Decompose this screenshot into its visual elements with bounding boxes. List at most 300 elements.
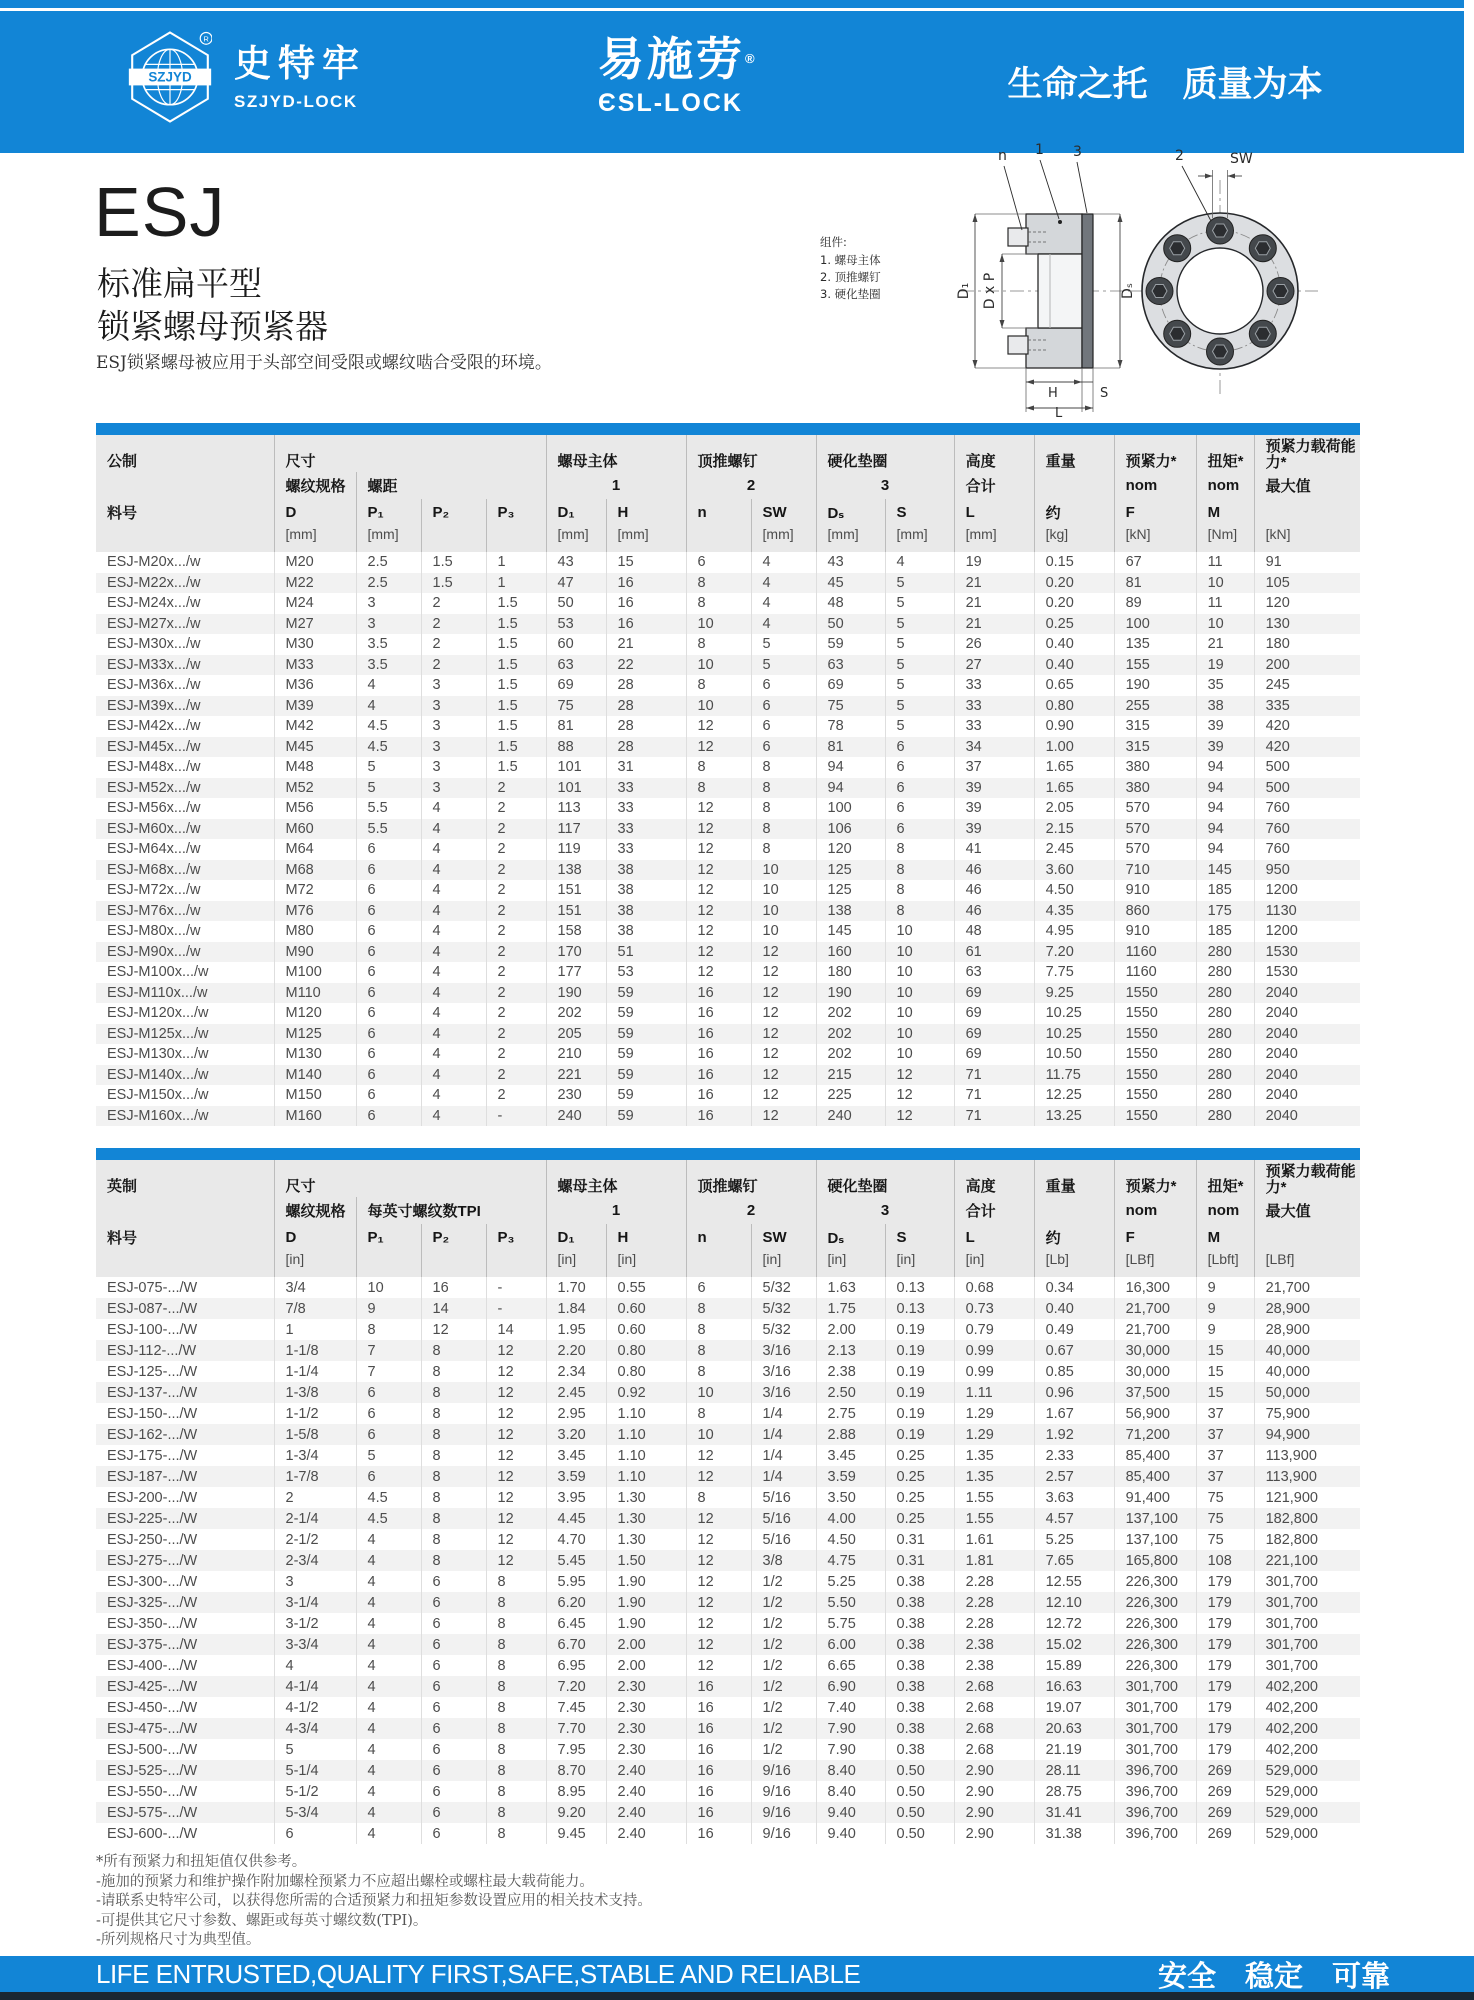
table-cell: 4 (421, 798, 486, 819)
table-cell: 2.00 (816, 1319, 885, 1340)
table-cell: 2040 (1265, 1087, 1298, 1104)
table-cell: 3.45 (816, 1445, 885, 1466)
table-cell: 8 (421, 1487, 486, 1508)
table-cell: 950 (1265, 861, 1290, 878)
col-group-weight: 重量 (1034, 435, 1114, 472)
table-cell: 138 (816, 901, 885, 922)
table-row (96, 1529, 1360, 1550)
footer-slogan-en: LIFE ENTRUSTED,QUALITY FIRST,SAFE,STABLE AND RELIABLE (96, 1958, 861, 1989)
table-cell: 3/16 (751, 1382, 816, 1403)
table-cell: 12 (686, 819, 751, 840)
table-cell: M140 (274, 1065, 356, 1086)
table-cell: 3.59 (816, 1466, 885, 1487)
table-cell: 16,300 (1114, 1277, 1196, 1298)
table-cell: 8 (686, 1298, 751, 1319)
table-cell: 1/4 (751, 1445, 816, 1466)
part-number-cell: ESJ-175-.../W (96, 1445, 274, 1466)
table-cell: 12 (686, 1508, 751, 1529)
table-cell: 21,700 (1265, 1279, 1310, 1296)
unit-p1 (356, 1251, 421, 1277)
table-cell: 4 (421, 1106, 486, 1127)
table-cell: 61 (954, 942, 1034, 963)
table-cell: 0.79 (954, 1319, 1034, 1340)
table-cell: 1.75 (816, 1298, 885, 1319)
table-cell: 202 (816, 1024, 885, 1045)
table-cell: 1550 (1114, 1003, 1196, 1024)
table-row (96, 880, 1360, 901)
table-cell: 2 (486, 1044, 546, 1065)
subhead-torque-nom: nom (1196, 1197, 1254, 1224)
table-cell: 43 (816, 552, 885, 573)
table-cell: 240 (546, 1106, 606, 1127)
table-cell: 94 (1196, 757, 1254, 778)
table-cell: M42 (274, 716, 356, 737)
table-cell: 38 (1196, 696, 1254, 717)
table-cell: M22 (274, 573, 356, 594)
table-cell: 8 (486, 1592, 546, 1613)
table-cell: 6 (421, 1697, 486, 1718)
table-cell: 8 (751, 757, 816, 778)
table-cell: 6 (686, 1277, 751, 1298)
table-cell: 0.19 (885, 1319, 954, 1340)
table-cell: 1.92 (1034, 1424, 1114, 1445)
table-cell: 8 (686, 757, 751, 778)
table-row (96, 1508, 1360, 1529)
table-cell: 94 (816, 778, 885, 799)
unit-l: [mm] (954, 526, 1034, 552)
table-cell: 4 (421, 860, 486, 881)
table-cell: M64 (274, 839, 356, 860)
table-row (96, 1718, 1360, 1739)
table-cell: 12 (751, 1085, 816, 1106)
table-cell: 12 (686, 921, 751, 942)
table-cell: 8 (686, 634, 751, 655)
page-footer (0, 1956, 1474, 1992)
table-cell: 6 (686, 552, 751, 573)
table-cell: M150 (274, 1085, 356, 1106)
table-cell: 0.25 (885, 1466, 954, 1487)
table-cell: 0.19 (885, 1403, 954, 1424)
footnote-line: -请联系史特牢公司，以获得您所需的合适预紧力和扭矩参数设置应用的相关技术支持。 (96, 1893, 652, 1909)
table-cell: 46 (954, 901, 1034, 922)
subhead-part-3: 3 (816, 1197, 954, 1224)
table-cell: 2.34 (546, 1361, 606, 1382)
table-row (96, 1592, 1360, 1613)
table-cell: 100 (816, 798, 885, 819)
table-cell: 48 (954, 921, 1034, 942)
table-cell: 5 (885, 716, 954, 737)
table-cell: 1550 (1114, 1085, 1196, 1106)
table-cell: 5 (751, 655, 816, 676)
col-d1: D₁ (546, 1224, 606, 1251)
table-cell: 4-1/2 (274, 1697, 356, 1718)
table-cell: 8 (885, 860, 954, 881)
table-cell: 1.50 (606, 1550, 686, 1571)
table-cell: 6 (421, 1676, 486, 1697)
table-cell: 180 (816, 962, 885, 983)
table-cell: 1.29 (954, 1424, 1034, 1445)
table-cell: 3.60 (1034, 860, 1114, 881)
table-cell: 151 (546, 901, 606, 922)
table-cell: 3-1/4 (274, 1592, 356, 1613)
svg-text:R: R (203, 34, 209, 44)
table-cell: 0.73 (954, 1298, 1034, 1319)
table-cell: 155 (1114, 655, 1196, 676)
table-cell: 12 (486, 1445, 546, 1466)
unit-max: [LBf] (1254, 1251, 1360, 1277)
table-cell: 280 (1196, 1024, 1254, 1045)
table-cell: 6 (885, 778, 954, 799)
part-number-cell: ESJ-137-.../W (96, 1382, 274, 1403)
table-cell: 0.92 (606, 1382, 686, 1403)
dim-h: H (1048, 386, 1058, 401)
table-row (96, 1361, 1360, 1382)
table-cell: 6 (751, 716, 816, 737)
table-cell: 5 (885, 696, 954, 717)
table-cell: 179 (1196, 1655, 1254, 1676)
col-group-preload: 预紧力* (1114, 1160, 1196, 1197)
table-cell: 12 (686, 942, 751, 963)
table-cell: 4.57 (1034, 1508, 1114, 1529)
table-cell: 2.68 (954, 1676, 1034, 1697)
part-number-cell: ESJ-M36x.../w (96, 675, 274, 696)
table-cell: 335 (1265, 697, 1290, 714)
part-number-cell: ESJ-M56x.../w (96, 798, 274, 819)
table-cell: M36 (274, 675, 356, 696)
table-row (96, 1697, 1360, 1718)
table-cell: 3 (274, 1571, 356, 1592)
table-cell: 9/16 (751, 1823, 816, 1844)
table-cell: 21 (954, 573, 1034, 594)
table-cell: 8 (486, 1781, 546, 1802)
table-cell: 12 (686, 1634, 751, 1655)
table-cell: 4.5 (356, 1487, 421, 1508)
table-cell: 6 (751, 675, 816, 696)
table-cell: 5 (885, 593, 954, 614)
table-cell: 5 (274, 1739, 356, 1760)
table-cell: 7.40 (816, 1697, 885, 1718)
col-sw: SW (751, 1224, 816, 1251)
table-cell: 51 (606, 942, 686, 963)
table-row (96, 1424, 1360, 1445)
table-row (96, 1277, 1360, 1298)
table-cell: 2 (486, 962, 546, 983)
table-cell: 4.50 (816, 1529, 885, 1550)
table-cell: 3.45 (546, 1445, 606, 1466)
table-cell: 38 (606, 880, 686, 901)
table-cell: 2 (421, 593, 486, 614)
table-cell: 6.90 (816, 1676, 885, 1697)
table-cell: 301,700 (1265, 1573, 1318, 1590)
col-f: F (1114, 499, 1196, 526)
table-cell: 50 (816, 614, 885, 635)
table-cell: 1160 (1114, 962, 1196, 983)
table-cell: 2 (486, 839, 546, 860)
table-cell: 0.25 (885, 1508, 954, 1529)
part-number-cell: ESJ-M48x.../w (96, 757, 274, 778)
table-cell: 16 (686, 1760, 751, 1781)
table-cell: 10 (885, 921, 954, 942)
table-cell: M68 (274, 860, 356, 881)
table-cell: 4 (356, 1634, 421, 1655)
table-cell: 28,900 (1265, 1300, 1310, 1317)
table-cell: 4 (885, 552, 954, 573)
table-cell: 4 (356, 696, 421, 717)
table-cell: 16 (686, 1044, 751, 1065)
table-cell: 6.20 (546, 1592, 606, 1613)
table-cell: 10 (751, 880, 816, 901)
table-cell: 1/2 (751, 1655, 816, 1676)
table-cell: 0.20 (1034, 573, 1114, 594)
table-cell: 63 (546, 655, 606, 676)
table-row (96, 1550, 1360, 1571)
table-cell: 120 (816, 839, 885, 860)
subhead-preload-nom: nom (1114, 472, 1196, 499)
table-cell: 121,900 (1265, 1489, 1318, 1506)
col-n: n (686, 1224, 751, 1251)
table-cell: 33 (954, 675, 1034, 696)
table-cell: 226,300 (1114, 1571, 1196, 1592)
part-number-cell: ESJ-M30x.../w (96, 634, 274, 655)
table-cell: M45 (274, 737, 356, 758)
table-cell: 31.38 (1034, 1823, 1114, 1844)
table-row (96, 962, 1360, 983)
table-cell: 2.90 (954, 1823, 1034, 1844)
table-cell: 396,700 (1114, 1781, 1196, 1802)
table-cell: 8 (885, 880, 954, 901)
brand-name-en: SZJYD-LOCK (234, 92, 358, 111)
table-cell: 420 (1265, 738, 1290, 755)
table-cell: 2-3/4 (274, 1550, 356, 1571)
table-cell: 12 (751, 942, 816, 963)
table-cell: 179 (1196, 1718, 1254, 1739)
table-cell: 1/4 (751, 1403, 816, 1424)
table-cell: 5-1/2 (274, 1781, 356, 1802)
part-number-cell: ESJ-500-.../W (96, 1739, 274, 1760)
table-cell: 3.63 (1034, 1487, 1114, 1508)
table-cell: 6.95 (546, 1655, 606, 1676)
table-cell: 2.90 (954, 1760, 1034, 1781)
table-cell: 3.20 (546, 1424, 606, 1445)
table-cell: 2.20 (546, 1340, 606, 1361)
table-cell: 46 (954, 880, 1034, 901)
table-cell: 137,100 (1114, 1529, 1196, 1550)
table-cell: 8 (751, 778, 816, 799)
table-cell: 0.20 (1034, 593, 1114, 614)
table-cell: 4 (356, 1802, 421, 1823)
table-cell: 9 (356, 1298, 421, 1319)
table-cell: 7 (356, 1340, 421, 1361)
table-cell: 75 (546, 696, 606, 717)
table-cell: 94 (1196, 839, 1254, 860)
table-cell: 2 (421, 614, 486, 635)
table-cell: 215 (816, 1065, 885, 1086)
table-cell: 225 (816, 1085, 885, 1106)
table-cell: 5.75 (816, 1613, 885, 1634)
table-cell: 21 (954, 593, 1034, 614)
table-cell: 10 (686, 1382, 751, 1403)
table-cell: 8 (421, 1403, 486, 1424)
table-cell: 37 (1196, 1424, 1254, 1445)
part-number-cell: ESJ-300-.../W (96, 1571, 274, 1592)
table-cell: 177 (546, 962, 606, 983)
table-cell: 2040 (1265, 1107, 1298, 1124)
col-p1: P₁ (356, 499, 421, 526)
table-cell: 0.49 (1034, 1319, 1114, 1340)
table-cell: 28 (606, 716, 686, 737)
table-cell: 2 (486, 921, 546, 942)
table-cell: 4 (356, 1760, 421, 1781)
table-row (96, 716, 1360, 737)
table-cell: M72 (274, 880, 356, 901)
table-cell: 33 (606, 839, 686, 860)
table-cell: 4 (751, 593, 816, 614)
table-cell: 1.90 (606, 1592, 686, 1613)
table-cell: 5/16 (751, 1508, 816, 1529)
table-cell: 8 (486, 1739, 546, 1760)
table-cell: 8 (686, 1319, 751, 1340)
table-cell: 315 (1114, 737, 1196, 758)
table-cell: 6 (356, 921, 421, 942)
table-cell: 130 (1265, 615, 1290, 632)
table-cell: 151 (546, 880, 606, 901)
table-row (96, 1044, 1360, 1065)
imperial-table-top-bar (96, 1148, 1360, 1160)
col-group-dimensions: 尺寸 (274, 435, 546, 472)
table-cell: 1130 (1265, 902, 1297, 919)
table-cell: 179 (1196, 1592, 1254, 1613)
table-cell: 1-1/4 (274, 1361, 356, 1382)
col-sw: SW (751, 499, 816, 526)
left-brand-logo (128, 29, 366, 125)
table-cell: 12 (486, 1403, 546, 1424)
table-cell: M52 (274, 778, 356, 799)
table-cell: 6 (751, 696, 816, 717)
table-cell: 16 (606, 614, 686, 635)
table-cell: 1.81 (954, 1550, 1034, 1571)
table-cell: 37 (1196, 1445, 1254, 1466)
table-row (96, 839, 1360, 860)
table-cell: 40,000 (1265, 1363, 1310, 1380)
table-cell: 106 (816, 819, 885, 840)
unit-weight: [kg] (1034, 526, 1114, 552)
table-cell: 5 (356, 1445, 421, 1466)
part-number-cell: ESJ-M110x.../w (96, 983, 274, 1004)
part-number-cell: ESJ-M120x.../w (96, 1003, 274, 1024)
col-group-jacking-screw: 顶推螺钉 (686, 435, 816, 472)
table-cell: 1.35 (954, 1445, 1034, 1466)
table-cell: M27 (274, 614, 356, 635)
table-cell: 1/2 (751, 1571, 816, 1592)
table-cell: 2 (486, 983, 546, 1004)
table-cell: 210 (546, 1044, 606, 1065)
part-number-cell: ESJ-087-.../W (96, 1298, 274, 1319)
table-cell: 2.00 (606, 1634, 686, 1655)
part-number-cell: ESJ-M76x.../w (96, 901, 274, 922)
table-cell: 8 (486, 1655, 546, 1676)
table-row (96, 1739, 1360, 1760)
dim-dxp: D x P (982, 272, 998, 310)
table-cell: 3.59 (546, 1466, 606, 1487)
table-cell: 280 (1196, 1065, 1254, 1086)
table-cell: 4 (421, 839, 486, 860)
table-cell: 30,000 (1114, 1340, 1196, 1361)
table-cell: 4 (421, 1044, 486, 1065)
table-cell: 12.25 (1034, 1085, 1114, 1106)
table-cell: 226,300 (1114, 1592, 1196, 1613)
table-cell: 8 (421, 1550, 486, 1571)
table-cell: 0.99 (954, 1340, 1034, 1361)
registered-mark: ® (745, 51, 758, 66)
col-l: L (954, 499, 1034, 526)
table-row (96, 655, 1360, 676)
table-row (96, 614, 1360, 635)
table-cell: 4 (356, 1655, 421, 1676)
table-row (96, 1781, 1360, 1802)
table-cell: 39 (1196, 737, 1254, 758)
table-cell: 2.68 (954, 1739, 1034, 1760)
table-cell: 8 (686, 573, 751, 594)
table-cell: 2 (486, 1065, 546, 1086)
table-cell: 11 (1196, 552, 1254, 573)
part-number-cell: ESJ-425-.../W (96, 1676, 274, 1697)
table-cell: 1.55 (954, 1487, 1034, 1508)
table-cell: 5 (885, 573, 954, 594)
table-cell: 6 (751, 737, 816, 758)
table-cell: M20 (274, 552, 356, 573)
table-cell: 138 (546, 860, 606, 881)
table-cell: 1.70 (546, 1277, 606, 1298)
table-cell: 1 (486, 552, 546, 573)
table-cell: 12 (486, 1424, 546, 1445)
table-cell: 1550 (1114, 1044, 1196, 1065)
unit-d1: [in] (546, 1251, 606, 1277)
table-cell: 0.38 (885, 1592, 954, 1613)
table-cell: 3 (421, 675, 486, 696)
table-cell: - (486, 1298, 546, 1319)
table-cell: 120 (1265, 595, 1290, 612)
table-cell: 200 (1265, 656, 1290, 673)
table-cell: M160 (274, 1106, 356, 1127)
table-cell: 8 (686, 1361, 751, 1382)
table-cell: 6 (421, 1823, 486, 1844)
subhead-preload-nom: nom (1114, 1197, 1196, 1224)
table-cell: 6 (885, 798, 954, 819)
table-cell: 145 (816, 921, 885, 942)
technical-drawing (770, 118, 1350, 418)
top-edge-bar (0, 0, 1464, 8)
table-cell: 33 (954, 696, 1034, 717)
table-cell: 760 (1265, 800, 1290, 817)
col-h: H (606, 499, 686, 526)
table-cell: 2 (486, 1003, 546, 1024)
table-cell: 0.25 (885, 1487, 954, 1508)
table-row (96, 675, 1360, 696)
unit-l: [in] (954, 1251, 1034, 1277)
table-cell: 37 (954, 757, 1034, 778)
table-cell: 12 (686, 839, 751, 860)
table-cell: - (486, 1106, 546, 1127)
table-cell: 8 (885, 901, 954, 922)
dim-ds: Dₛ (1120, 282, 1136, 300)
col-f: F (1114, 1224, 1196, 1251)
table-cell: 0.19 (885, 1424, 954, 1445)
table-cell: 12 (686, 1466, 751, 1487)
table-cell: 2040 (1265, 1046, 1298, 1063)
table-cell: 2.95 (546, 1403, 606, 1424)
table-cell: 28 (606, 737, 686, 758)
table-cell: 8 (885, 839, 954, 860)
